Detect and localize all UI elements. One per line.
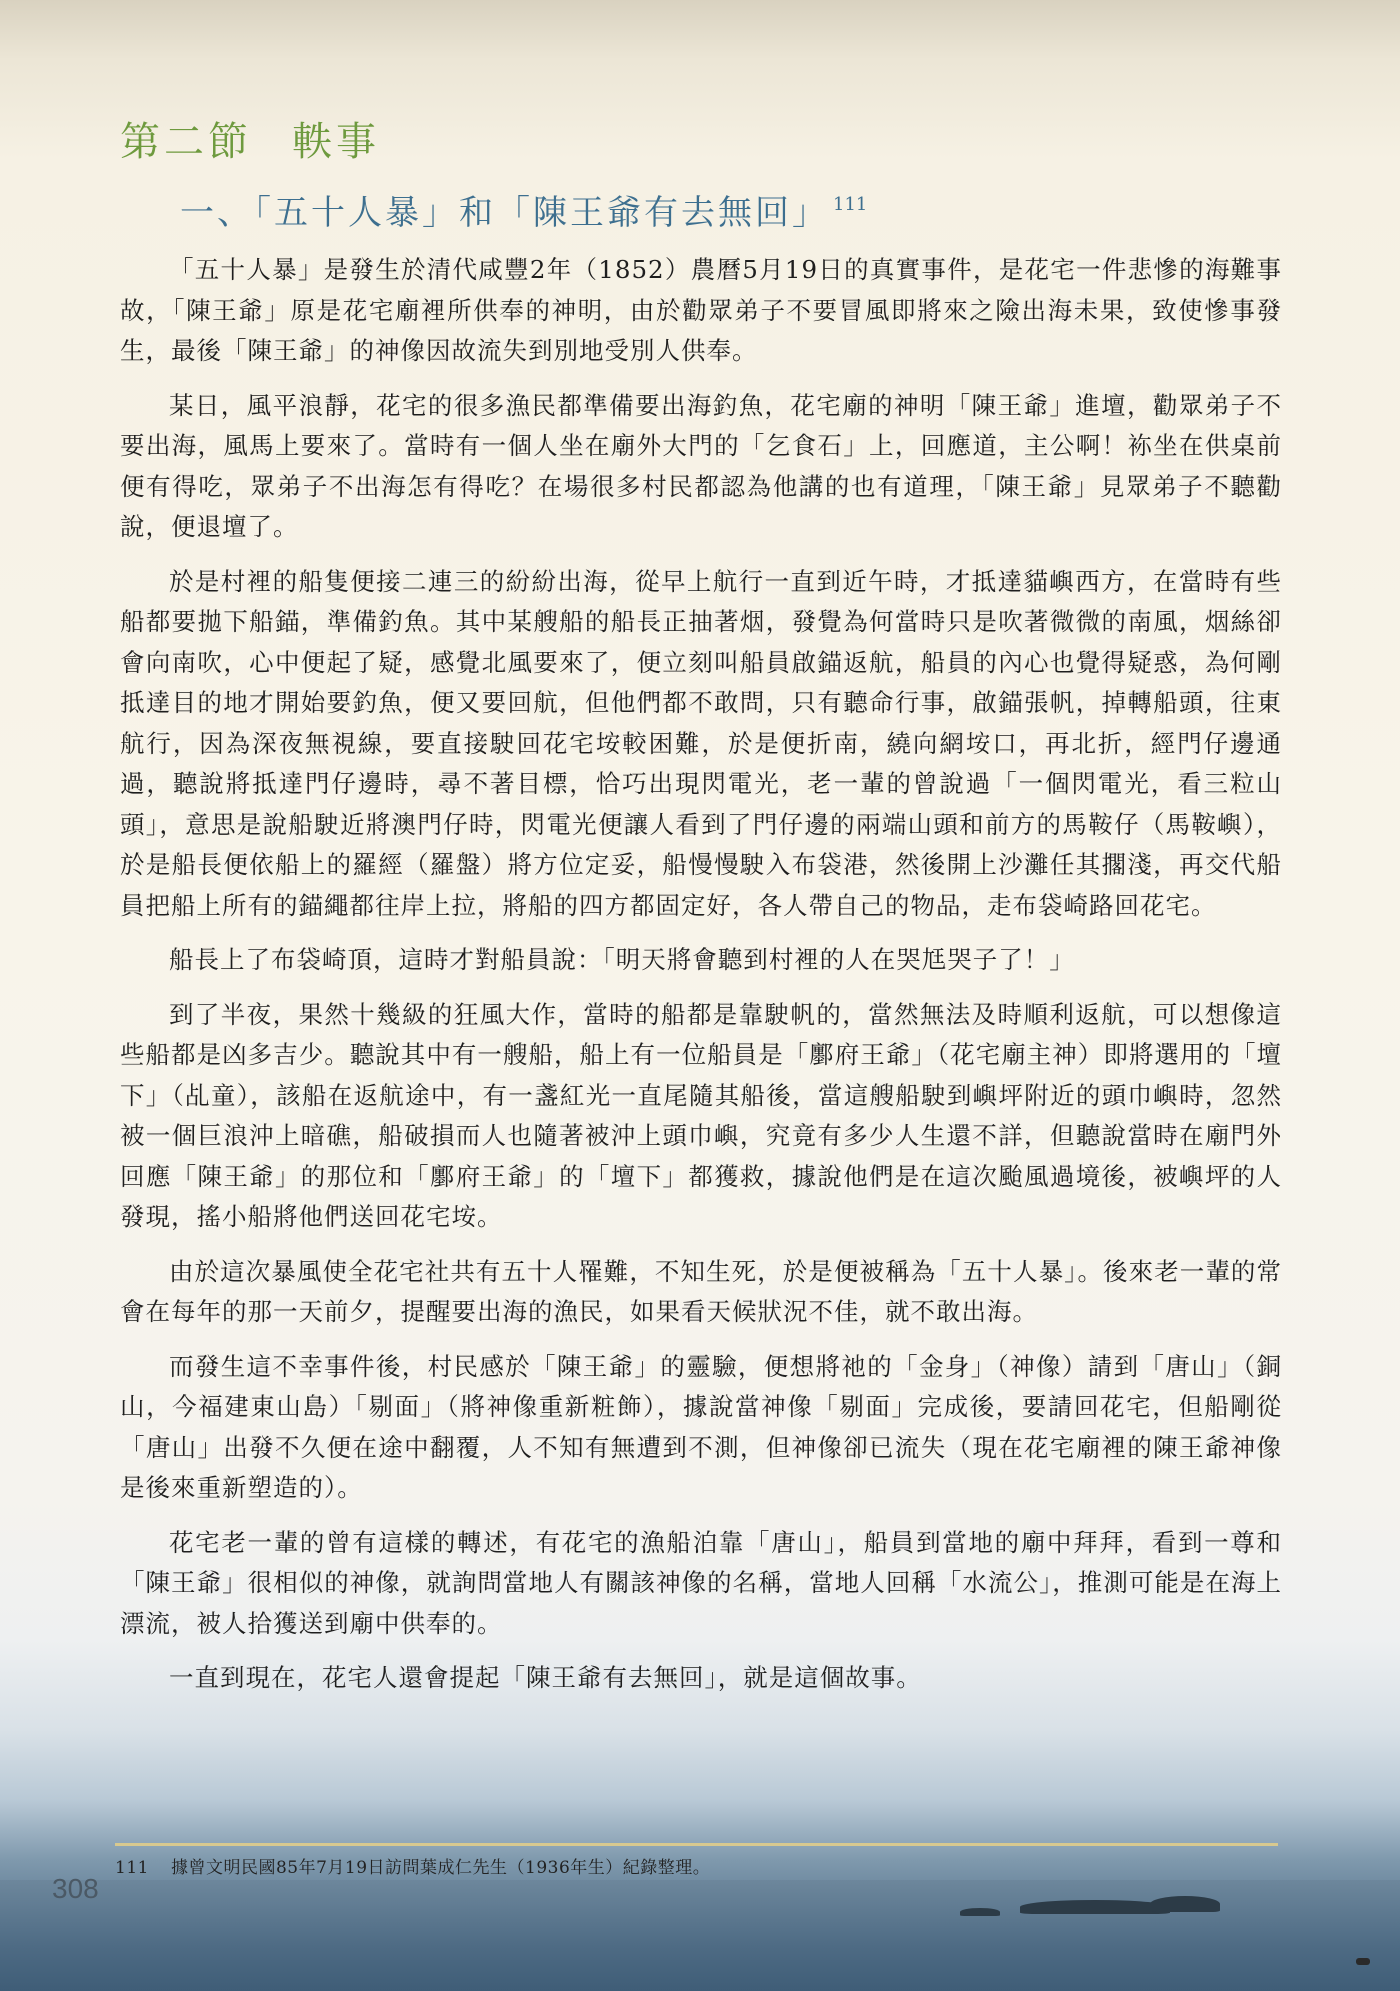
- paragraph-3: 於是村裡的船隻便接二連三的紛紛出海，從早上航行一直到近午時，才抵達貓嶼西方，在當時有些船都要拋下船錨，準備釣魚。其中某艘船的船長正抽著烟，發覺為何當時只是吹著微微的南風，烟絲卻會向南吹，心中便起了疑，感覺北風要來了，便立刻叫船員啟錨返航，船員的內心也覺得疑惑，為何剛抵達目的地才開始要釣魚，便又要回航，但他們都不敢問，只有聽命行事，啟錨張帆，掉轉船頭，往東航行，因為深夜無視線，要直接駛回花宅垵較困難，於是便折南，繞向網垵口，再北折，經門仔邊通過，聽說將抵達門仔邊時，尋不著目標，恰巧出現閃電光，老一輩的曾說過「一個閃電光，看三粒山頭」，意思是說船駛近將澳門仔時，閃電光便讓人看到了門仔邊的兩端山頭和前方的馬鞍仔（馬鞍嶼），於是船長便依船上的羅經（羅盤）將方位定妥，船慢慢駛入布袋港，然後開上沙灘任其擱淺，再交代船員把船上所有的錨繩都往岸上拉，將船的四方都固定好，各人帶自己的物品，走布袋崎路回花宅。: [120, 566, 1282, 920]
- page-number: 308: [52, 1873, 99, 1904]
- paragraph-5: 到了半夜，果然十幾級的狂風大作，當時的船都是靠駛帆的，當然無法及時順利返航，可以想像這些船都是凶多吉少。聽說其中有一艘船，船上有一位船員是「鄽府王爺」（花宅廟主神）即將選用的「壇下」（乩童），該船在返航途中，有一盞紅光一直尾隨其船後，當這艘船駛到嶼坪附近的頭巾嶼時，忽然被一個巨浪沖上暗礁，船破損而人也隨著被沖上頭巾嶼，究竟有多少人生還不詳，但聽說當時在廟門外回應「陳王爺」的那位和「鄽府王爺」的「壇下」都獲救，據說他們是在這次颱風過境後，被嶼坪的人發現，搖小船將他們送回花宅垵。: [120, 999, 1282, 1231]
- footnote-number: 111: [115, 1858, 149, 1878]
- body-text: [120, 250, 1282, 1713]
- section-label: 第二節: [120, 119, 252, 165]
- paragraph-8: 花宅老一輩的曾有這樣的轉述，有花宅的漁船泊靠「唐山」，船員到當地的廟中拜拜，看到一尊和「陳王爺」很相似的神像，就詢問當地人有關該神像的名稱，當地人回稱「水流公」，推測可能是在海上漂流，被人拾獲送到廟中供奉的。: [120, 1527, 1282, 1638]
- paragraph-1: 「五十人暴」是發生於清代咸豐2年（1852）農曆5月19日的真實事件，是花宅一件悲慘的海難事故，「陳王爺」原是花宅廟裡所供奉的神明，由於勸眾弟子不要冒風即將來之險出海未果，致使慘事發生，最後「陳王爺」的神像因故流失到別地受別人供奉。: [120, 255, 1282, 365]
- paragraph-9: 一直到現在，花宅人還會提起「陳王爺有去無回」，就是這個故事。: [169, 1663, 922, 1692]
- paragraph-7: 而發生這不幸事件後，村民感於「陳王爺」的靈驗，便想將祂的「金身」（神像）請到「唐山」（銅山，今福建東山島）「剔面」（將神像重新粧飾），據說當神像「剔面」完成後，要請回花宅，但船剛從「唐山」出發不久便在途中翻覆，人不知有無遭到不測，但神像卻已流失（現在花宅廟裡的陳王爺神像是後來重新塑造的）。: [120, 1351, 1282, 1502]
- footnote-text: 據曾文明民國85年7月19日訪問葉成仁先生（1936年生）紀錄整理。: [170, 1858, 711, 1878]
- footnote-reference[interactable]: 111: [833, 194, 868, 215]
- paragraph-4: 船長上了布袋崎頂，這時才對船員說：「明天將會聽到村裡的人在哭尪哭子了！」: [169, 945, 1075, 974]
- footnote: [115, 1853, 710, 1878]
- paragraph-6: 由於這次暴風使全花宅社共有五十人罹難，不知生死，於是便被稱為「五十人暴」。後來老一輩的常會在每年的那一天前夕，提醒要出海的漁民，如果看天候狀況不佳，就不敢出海。: [120, 1256, 1282, 1326]
- section-title: [120, 110, 380, 167]
- footnote-divider: [115, 1843, 1278, 1846]
- paragraph-2: 某日，風平浪靜，花宅的很多漁民都準備要出海釣魚，花宅廟的神明「陳王爺」進壇，勸眾弟子不要出海，風馬上要來了。當時有一個人坐在廟外大門的「乞食石」上，回應道，主公啊！袮坐在供桌前便有得吃，眾弟子不出海怎有得吃？在場很多村民都認為他講的也有道理，「陳王爺」見眾弟子不聽勸說，便退壇了。: [120, 390, 1282, 541]
- section-name: 軼事: [292, 119, 380, 165]
- subsection-title: [180, 185, 867, 234]
- subsection-title-text: 一、「五十人暴」和「陳王爺有去無回」: [180, 193, 829, 233]
